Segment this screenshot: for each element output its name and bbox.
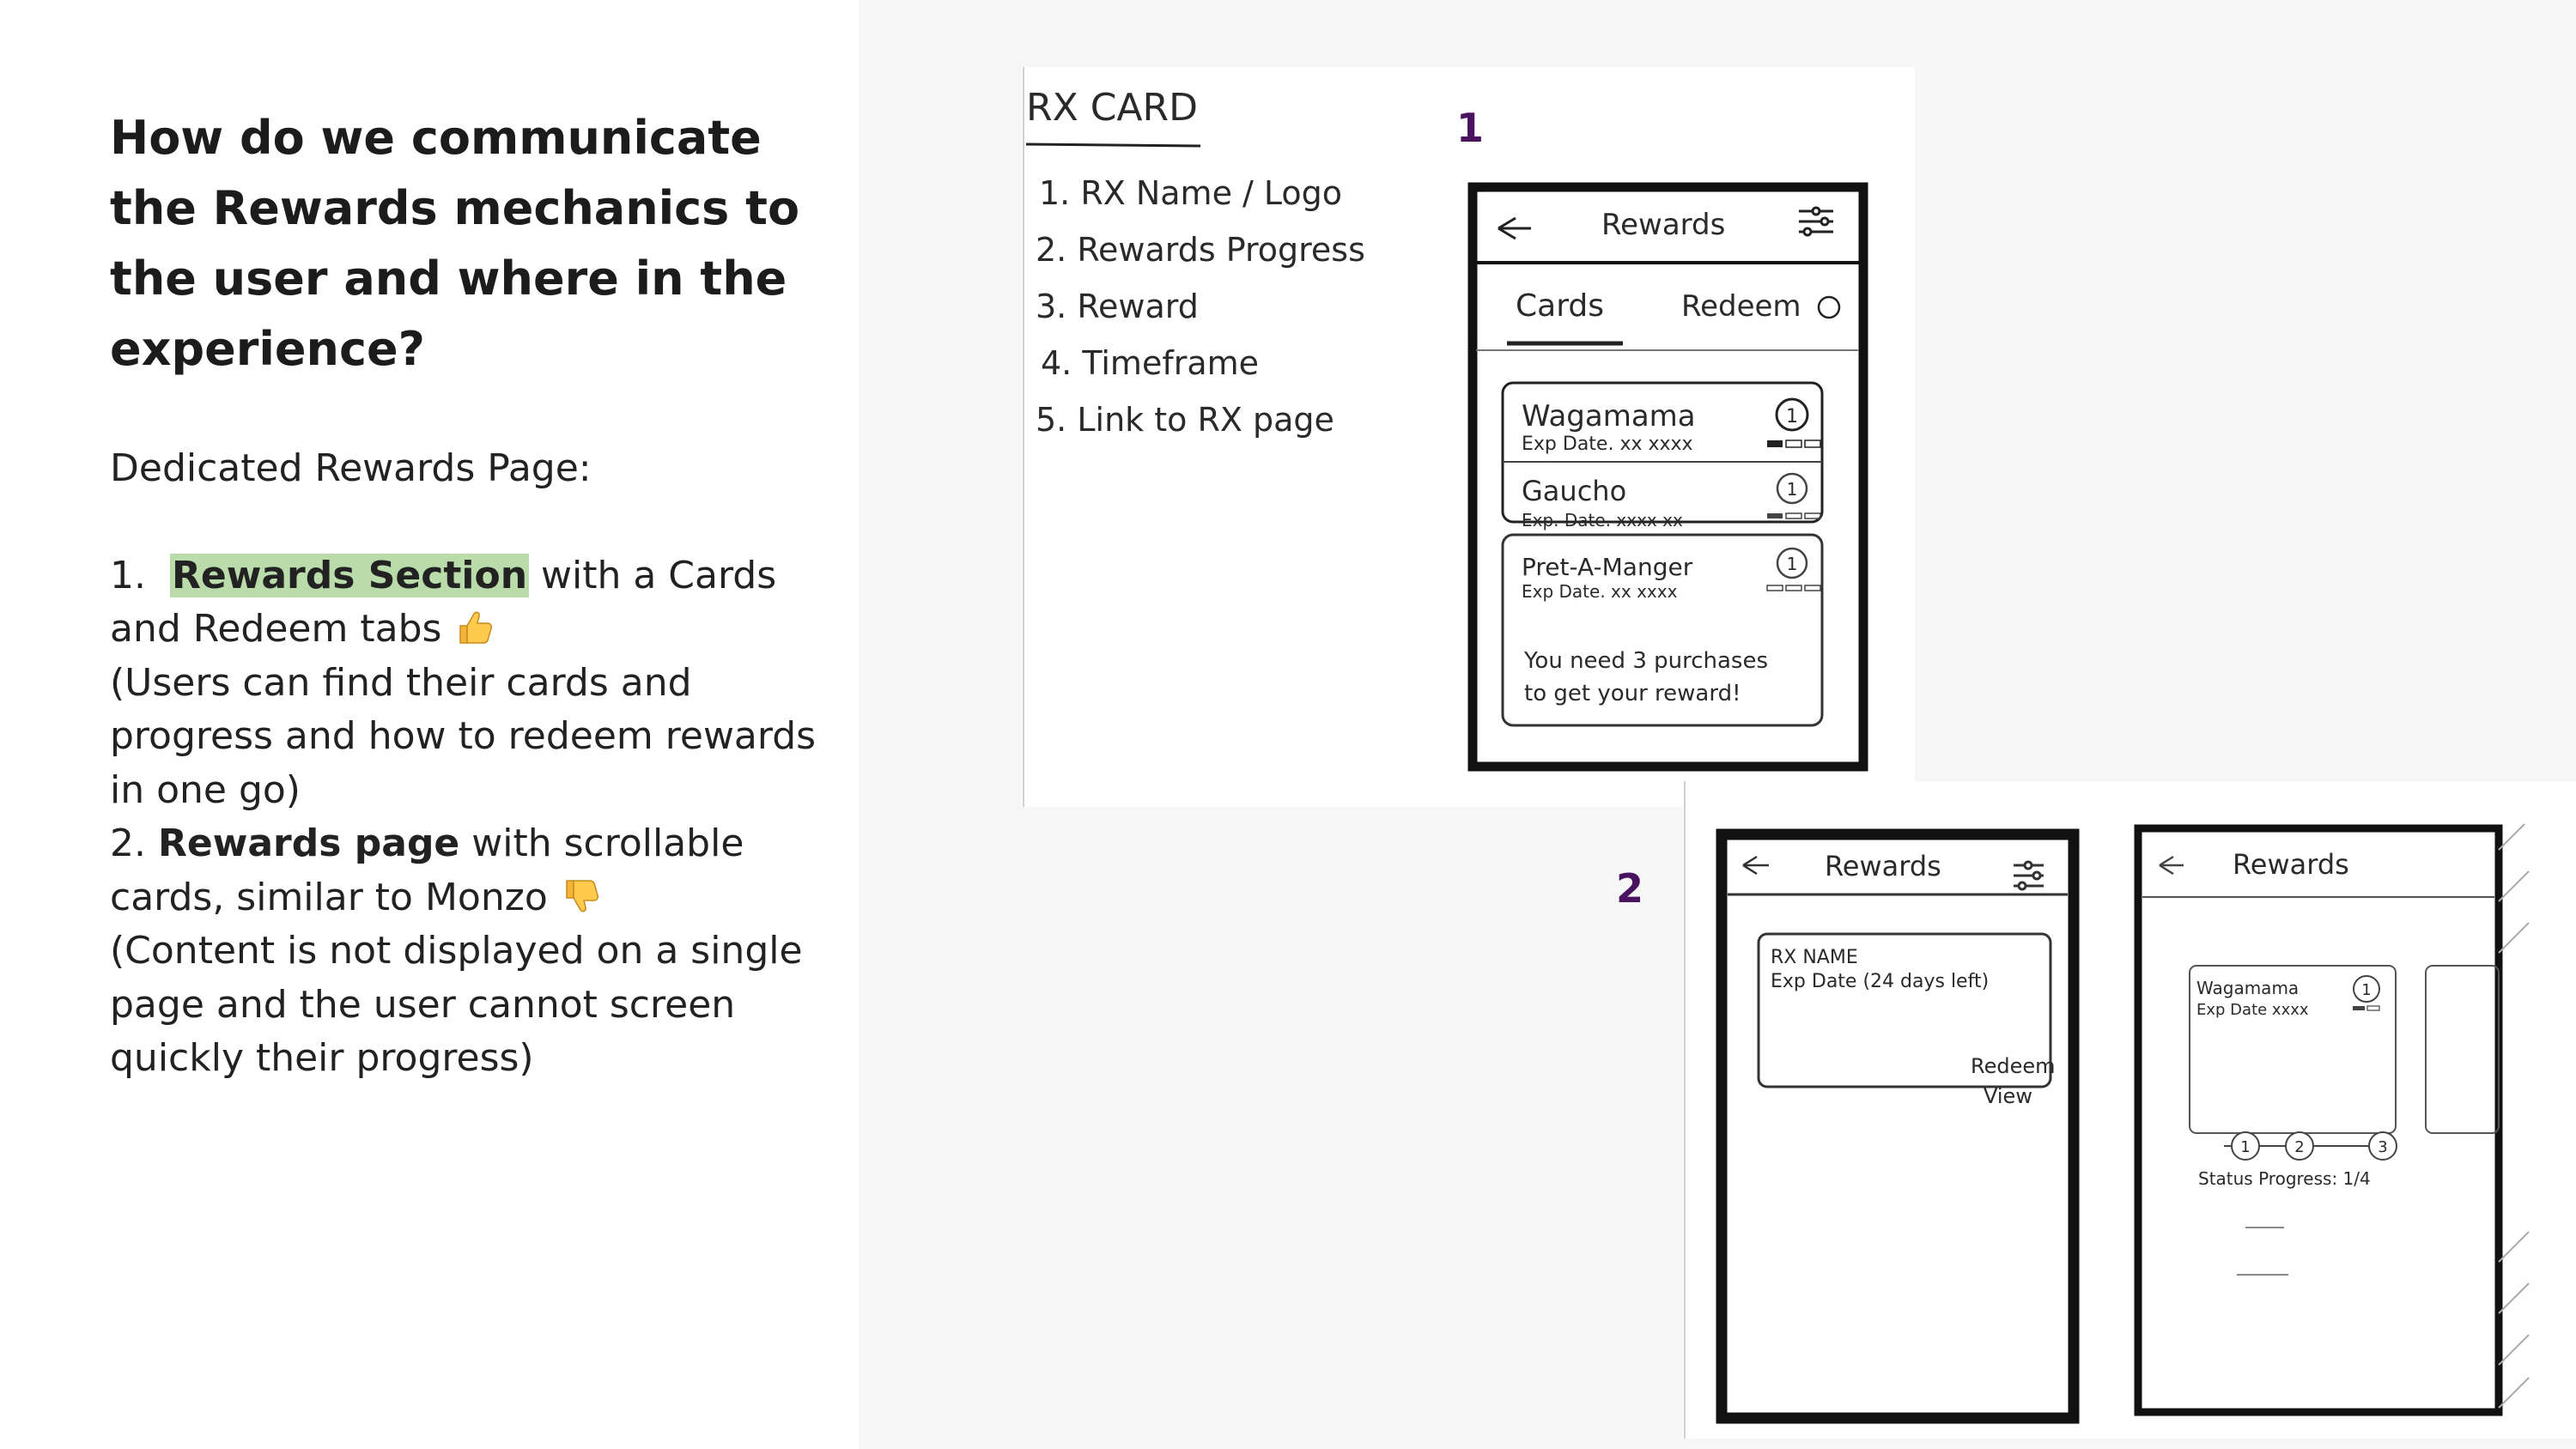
item-2-bold: Rewards page xyxy=(157,822,460,865)
progress-step: 2 xyxy=(2294,1138,2305,1156)
back-arrow-icon xyxy=(2160,857,2184,874)
card-badge: 1 xyxy=(1786,554,1798,574)
sketch-2 xyxy=(1683,781,2576,1439)
filter-icon xyxy=(1799,208,1833,235)
item-1 xyxy=(110,549,840,657)
card-name: Wagamama xyxy=(1522,399,1696,433)
reward-message: You need 3 purchases xyxy=(1524,648,1769,674)
item-2 xyxy=(110,817,840,925)
card-exp: Exp Date. xx xxxx xyxy=(1522,581,1678,602)
text-panel xyxy=(0,0,859,1449)
card-name: Pret-A-Manger xyxy=(1522,553,1693,581)
thumbs-up-icon xyxy=(453,607,495,648)
card-badge: 1 xyxy=(2361,981,2372,999)
progress-step: 1 xyxy=(2240,1138,2251,1156)
reward-message: to get your reward! xyxy=(1524,681,1741,706)
item-2-text: with scrollable cards, similar to Monzo xyxy=(110,822,744,919)
screen-title: Rewards xyxy=(2233,848,2349,881)
rx-list-item: 1. RX Name / Logo xyxy=(1039,174,1343,212)
back-arrow-icon xyxy=(1498,218,1531,239)
card-badge: 1 xyxy=(1786,406,1798,427)
card-exp: Exp. Date. xxxx xx xyxy=(1522,510,1683,530)
tab-redeem: Redeem xyxy=(1681,289,1801,324)
phone-sketch-2b xyxy=(2138,824,2529,1412)
redeem-link: Redeem xyxy=(1971,1054,2056,1078)
card-name: Wagamama xyxy=(2196,978,2300,998)
filter-icon xyxy=(2014,862,2044,889)
card-badge: 1 xyxy=(1786,479,1798,500)
item-1-text: with a Cards and Redeem tabs xyxy=(110,553,777,651)
intro-text: Dedicated Rewards Page: xyxy=(110,446,592,490)
card-exp: Exp Date xxxx xyxy=(2196,1001,2309,1019)
rx-list-item: 3. Reward xyxy=(1036,288,1199,325)
card-exp: Exp Date. xx xxxx xyxy=(1522,433,1693,455)
item-1-note: (Users can find their cards and progress and how to redeem rewards in one go) xyxy=(110,660,817,812)
phone-sketch-2a xyxy=(1722,834,2074,1418)
thumbs-down-icon xyxy=(560,876,601,917)
card-name: RX NAME xyxy=(1771,947,1858,968)
phone-sketch-1 xyxy=(1473,187,1863,767)
rx-card-title: RX CARD xyxy=(1026,86,1198,130)
card-exp: Exp Date (24 days left) xyxy=(1771,971,1990,992)
status-progress: Status Progress: 1/4 xyxy=(2198,1168,2371,1189)
sketch-1 xyxy=(1022,67,1915,807)
progress-step: 3 xyxy=(2378,1138,2388,1156)
slide-body xyxy=(110,442,840,1086)
item-1-number: 1. xyxy=(110,553,146,597)
slide-heading: How do we communicate the Rewards mechanics to the user and where in the experience? xyxy=(110,111,800,376)
back-arrow-icon xyxy=(1743,857,1769,874)
rx-list-item: 4. Timeframe xyxy=(1041,344,1260,382)
item-2-number: 2. xyxy=(110,822,146,865)
sketch-2-label: 2 xyxy=(1616,865,1644,912)
rx-list-item: 2. Rewards Progress xyxy=(1036,231,1365,269)
rx-list-item: 5. Link to RX page xyxy=(1036,401,1334,439)
view-link: View xyxy=(1984,1084,2032,1108)
item-2-note: (Content is not displayed on a single page and the user cannot screen quickly their progress) xyxy=(110,929,803,1080)
tab-cards: Cards xyxy=(1516,288,1604,324)
screen-title: Rewards xyxy=(1825,850,1941,882)
screen-title: Rewards xyxy=(1601,208,1726,242)
item-1-highlight: Rewards Section xyxy=(171,553,528,597)
sketch-1-label: 1 xyxy=(1456,105,1485,151)
card-name: Gaucho xyxy=(1522,475,1627,507)
